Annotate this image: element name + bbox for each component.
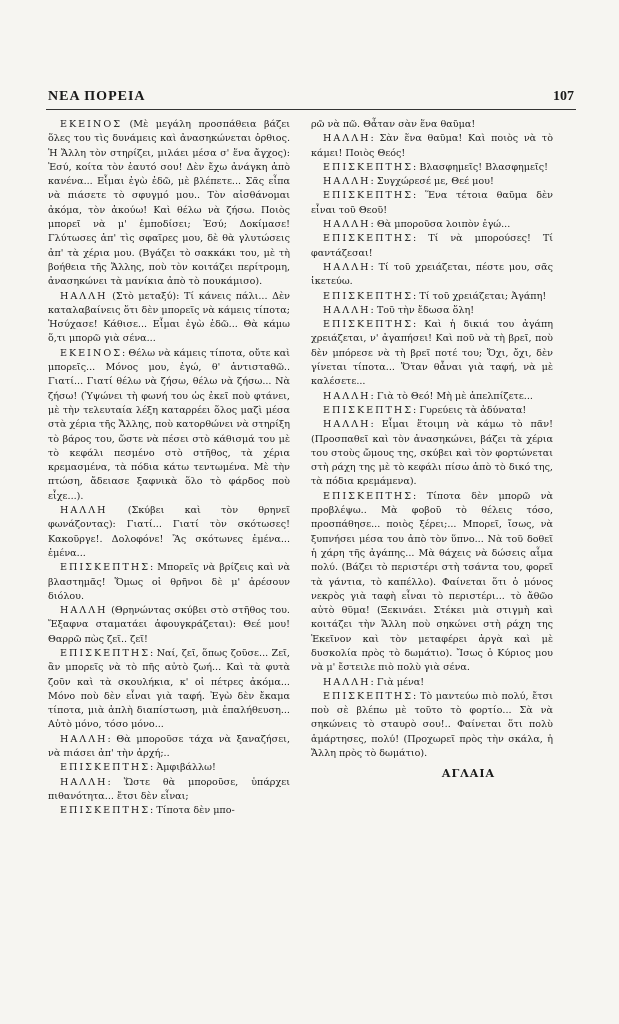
dialogue-text: : Τὸ μαντεύω πιὸ πολύ, ἔτσι ποὺ σὲ βλέπω μὲ τοῦτο τὸ φορτίο... Σὰ νὰ σηκώνεις τὸ σταυρὸ σου!.. Φαίνεται ὅτι πολὺ ἁμάρτησες, πολύ! (Προχωρεῖ πρὸς τὴν σκάλα, ἡ Ἄλλη πρὸς τὸ δωμάτιο). [311,690,553,760]
author-signature: ΑΓΛΑΙΑ [441,767,495,781]
dialogue-paragraph [48,561,290,604]
dialogue-paragraph [48,504,290,561]
left-text-column [48,118,290,819]
dialogue-paragraph [311,690,553,761]
dialogue-paragraph [48,761,290,775]
speaker-name: ΕΠΙΣΚΕΠΤΗΣ [323,490,414,502]
dialogue-text: : Γυρεύεις τὰ ἀδύνατα! [413,404,527,416]
dialogue-paragraph [311,232,553,261]
dialogue-text: : Εἶμαι ἕτοιμη νὰ κάμω τὸ πᾶν! (Προσπαθεῖ καὶ τὸν ἀνασηκώνει, βάζει τὰ χέρια του στοὺς ὤμους της, σκύβει καὶ τὸν φορτώνεται στὴ ράχη της μὲ τὸ κεφάλι πίσω ἀπὸ τὸ δικό της, τὰ πόδια κρεμάμενα). [311,419,553,488]
speaker-name: ΗΑΛΛΗ [323,133,371,145]
speaker-name: ΗΑΛΛΗ [323,304,371,316]
speaker-name: ΕΠΙΣΚΕΠΤΗΣ [323,290,414,302]
dialogue-paragraph [311,189,553,218]
dialogue-text: : Τίποτα δὲν μπο- [150,805,235,817]
speaker-name: ΗΑΛΛΗ [60,605,108,617]
dialogue-text: : Θὰ μποροῦσα λοιπὸν ἐγώ... [370,219,511,231]
dialogue-text: : Τί τοῦ χρειάζεται, πέστε μου, σᾶς ἱκετεύω. [311,261,553,288]
dialogue-paragraph [48,647,290,733]
dialogue-text: : Συγχώρεσέ με, Θεέ μου! [370,176,494,188]
speaker-name: ΕΠΙΣΚΕΠΤΗΣ [323,690,414,702]
dialogue-paragraph [311,490,553,676]
dialogue-text: (Μὲ μεγάλη προσπάθεια βάζει ὅλες του τὶς δυνάμεις καὶ ἀνασηκώνεται ὀρθιος. Ἡ Ἄλλη τὸν στηρίζει, μιλάει μέσα σ' ἕνα ἄγχος): Ἐσύ, κοίτα τὸν ἑαυτό σου! Δὲν ἔχω ἀνάγκη ἀπὸ κανένα... Εἶμαι ἐγὼ ἐδῶ, μὲ βλέπετε... Σᾶς εἶπα νὰ πιάσετε τὸ σφυγμό μου.. Τὸν αἰσθάνομαι ἀκόμα, τὸν ἀκούω! Καὶ θέλω νὰ ζήσω. Ποιὸς μπορεῖ νὰ μ' ἐμποδίσει; Ἐσύ; Δοκίμασε! Γλύτωσες ἀπ' τὶς σφαῖρες μου, δὲ θὰ γλυτώσεις ἀπ' τὰ χέρια μου. (Βγάζει τὸ σακκάκι του, μὲ τὴ βοήθεια τῆς Ἄλλης, ποὺ τὸν κοιτάζει περίτρομη, ἀνασηκώνει τὰ μανίκια ἀπὸ τὸ πουκάμισο). [48,119,290,288]
dialogue-text: : Βλασφημεῖς! Βλασφημεῖς! [413,161,548,173]
speaker-name: ΗΑΛΛΗ [323,390,371,402]
dialogue-paragraph [311,318,553,389]
speaker-name: ΗΑΛΛΗ [323,176,371,188]
dialogue-paragraph [48,733,290,762]
speaker-name: ΗΑΛΛΗ [323,261,371,273]
dialogue-paragraph [48,290,290,347]
dialogue-text: : Ναί, ζεῖ, ὅπως ζοῦσε... Ζεῖ, ἂν μπορεῖς νὰ τὸ πῆς αὐτὸ ζωή... Καὶ τὰ φυτὰ ζοῦν καὶ τὰ σκουλήκια, κ' οἱ πέτρες ἀκόμα... Μόνο ποὺ δὲν εἶναι γιὰ ταφή. Ἐγὼ δὲν ἔκαμα τίποτα, μιὰ ἁπλὴ διαπίστωση, μιὰ ἐπαλήθευση... Αὐτὸ μόνο, τόσο μόνο... [48,647,290,731]
dialogue-text: (Στὸ μεταξύ): Τί κάνεις πάλι... Δὲν καταλαβαίνεις ὅτι δὲν μπορεῖς νὰ κάμεις τίποτα; Ἡσύχασε! Κάθισε... Εἶμαι ἐγὼ ἐδῶ... Θὰ κάμω ὅ,τι μπορῶ γιὰ σένα... [48,290,290,345]
speaker-name: ΕΠΙΣΚΕΠΤΗΣ [323,161,414,173]
page-number: 107 [553,89,574,104]
running-header [48,89,574,105]
speaker-name: ΗΑΛΛΗ [323,676,371,688]
dialogue-text: : Τίποτα δὲν μπορῶ νὰ προβλέψω.. Μὰ φοβοῦ τὸ θέλεις τόσο, προσπάθησε... ποιὸς ξέρει;... Μπορεῖ, ἴσως, νὰ ξυπνήσει μέσα του ἀπὸ τὸν ὕπνο... Νὰ τοῦ δοθεῖ ἡ χάρη τῆς ἀγάπης... Μὰ θάχεις νὰ δώσεις αἷμα πολύ. (Βάζει τὸ περιστέρι στὴ τσάντα του, φορεῖ τὰ γάντια, τὸ καπέλλο). Φαίνεται ὅτι ὁ μόνος νεκρὸς γιὰ ταφὴ εἶναι τὸ περιστέρι... τὸ ἄθῶο αὐτὸ θῦμα! (Ξεκινάει. Στέκει μιὰ στιγμὴ καὶ κοιτάζει τὴν Ἄλλη ποὺ σηκώνει στὴ ράχη της Ἐκεῖνον καὶ τὸν μεταφέρει ἀργὰ καὶ μὲ δυσκολία πρὸς τὸ δωμάτιο). Ἴσως ὁ Κύριος μου νὰ μ' ἔστειλε πιὸ πολὺ γιὰ σένα. [311,490,553,674]
dialogue-paragraph [311,404,553,418]
dialogue-text: : Τί νὰ μπορούσες! Τί φαντάζεσαι! [311,233,553,259]
speaker-name: ΕΚΕΙΝΟΣ [60,119,123,130]
dialogue-paragraph [311,304,553,318]
dialogue-paragraph [311,218,553,232]
dialogue-text: : Γιὰ μένα! [370,676,425,688]
dialogue-paragraph [311,161,553,175]
speaker-name: ΕΠΙΣΚΕΠΤΗΣ [323,233,414,245]
dialogue-text: : Ἕνα τέτοια θαῦμα δὲν εἶναι τοῦ Θεοῦ! [311,190,553,216]
dialogue-text: ρῶ νὰ πῶ. Θἆταν σὰν ἕνα θαῦμα! [311,119,476,130]
journal-title: ΝΕΑ ΠΟΡΕΙΑ [48,89,146,104]
dialogue-paragraph [311,418,553,489]
dialogue-text: : Γιὰ τὸ Θεό! Μὴ μὲ ἀπελπίζετε... [370,390,533,402]
speaker-name: ΕΠΙΣΚΕΠΤΗΣ [323,190,414,202]
dialogue-text: : Μπορεῖς νὰ βρίζεις καὶ νὰ βλαστημᾶς! Ὅμως οἱ θρῆνοι δὲ μ' ἀρέσουν διόλου. [48,562,290,602]
dialogue-paragraph [48,118,290,290]
dialogue-paragraph [311,676,553,690]
dialogue-text: : Τί τοῦ χρειάζεται; Ἀγάπη! [413,290,547,302]
dialogue-text: : Θὰ μποροῦσε τάχα νὰ ξαναζήσει, νὰ πιάσει ἀπ' τὴν ἀρχή;.. [48,733,290,760]
speaker-name: ΕΠΙΣΚΕΠΤΗΣ [323,404,414,416]
dialogue-paragraph [311,290,553,304]
speaker-name: ΗΑΛΛΗ [60,733,108,745]
speaker-name: ΗΑΛΛΗ [323,219,371,231]
speaker-name: ΗΑΛΛΗ [60,505,108,517]
dialogue-paragraph [311,132,553,161]
dialogue-text: : Ὥστε θὰ μποροῦσε, ὑπάρχει πιθανότητα... ἔτσι δὲν εἶναι; [48,776,290,802]
speaker-name: ΗΑΛΛΗ [60,290,108,302]
speaker-name: ΕΚΕΙΝΟΣ [60,347,123,359]
dialogue-text: : Τοῦ τὴν ἔδωσα ὅλη! [370,304,475,316]
speaker-name: ΕΠΙΣΚΕΠΤΗΣ [60,647,151,659]
dialogue-text: (Θρηνώντας σκύβει στὸ στῆθος του. Ἔξαφνα σταματάει ἀφουγκράζεται): Θεέ μου! Θαρρῶ πὼς ζεῖ.. ζεῖ! [48,605,290,645]
dialogue-text: : Θέλω νὰ κάμεις τίποτα, οὔτε καὶ μπορεῖς... Μόνος μου, ἐγώ, θ' ἀντισταθῶ.. Γιατί... Γιατί θέλω νὰ ζήσω, θέλω νὰ ζήσω... Νὰ ζήσω! (Ὑψώνει τὴ φωνή του ὡς ἐκεῖ ποὺ φτάνει, μὲ τὴν τελευταία λέξη καταρρέει ὅλος μαζὶ μέσα στὰ χέρια τῆς Ἄλλης, ποὺ κατορθώνει νὰ στηρίξη τὸ βάρος του, ὥστε νὰ πέσει στὸ κάθισμά του μὲ τὸ κεφάλι πεσμένο στὸ στῆθος, τὰ χέρια κρεμασμένα, τὰ πόδια κάτω τεντωμένα. Μὲ τὴν πτώση, ἄδειασε ξαφνικὰ ὅλο τὸ φάρδος ποὺ εἶχε...). [48,347,290,502]
dialogue-paragraph [311,175,553,189]
dialogue-text: : Καὶ ἡ δικιά του ἀγάπη χρειάζεται, ν' ἀγαπήσει! Καὶ ποῦ νὰ τὴ βρεῖ, ποὺ δὲν μπόρεσε νὰ τὴ βρεῖ ποτέ του; Ὄχι, ὄχι, δὲν γίνεται τίποτα... Ὅταν θἆναι γιὰ ταφή, νὰ μὲ καλέσετε... [311,319,553,388]
dialogue-paragraph [48,347,290,504]
dialogue-paragraph [48,804,290,818]
speaker-name: ΕΠΙΣΚΕΠΤΗΣ [323,319,414,331]
dialogue-paragraph [311,118,553,132]
right-text-column [311,118,553,782]
dialogue-text: : Ἀμφιβάλλω! [150,762,216,774]
dialogue-paragraph [48,604,290,647]
speaker-name: ΗΑΛΛΗ [323,419,371,431]
dialogue-text: (Σκύβει καὶ τὸν θρηνεῖ φωνάζοντας): Γιατί... Γιατί τὸν σκότωσες! Κακοῦργε!. Δολοφόνε! Ἂς σκότωνες ἐμένα... ἐμένα... [48,505,290,559]
dialogue-paragraph [311,261,553,290]
speaker-name: ΕΠΙΣΚΕΠΤΗΣ [60,762,151,774]
dialogue-paragraph [311,390,553,404]
speaker-name: ΗΑΛΛΗ [60,776,108,788]
header-rule [46,109,576,110]
speaker-name: ΕΠΙΣΚΕΠΤΗΣ [60,562,151,574]
dialogue-text: : Σὰν ἕνα θαῦμα! Καὶ ποιὸς νὰ τὸ κάμει! Ποιὸς Θεός! [311,133,553,159]
speaker-name: ΕΠΙΣΚΕΠΤΗΣ [60,805,151,817]
dialogue-paragraph [48,776,290,805]
